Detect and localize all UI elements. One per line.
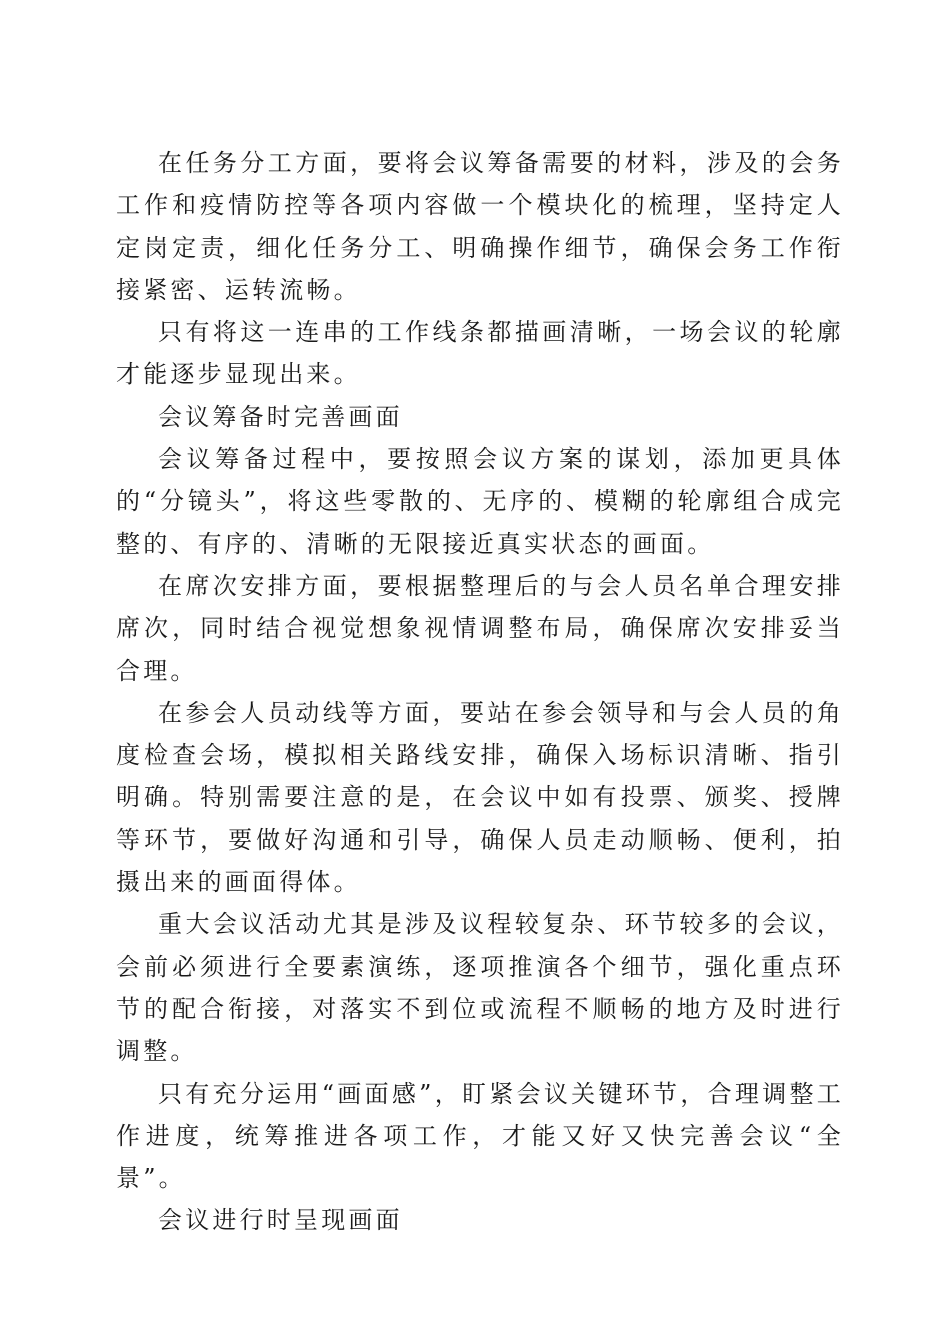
paragraph-seating: 在席次安排方面，要根据整理后的与会人员名单合理安排席次，同时结合视觉想象视情调整布局，确保席次安排妥当合理。 — [116, 571, 844, 685]
section-heading-in-progress: 会议进行时呈现画面 — [158, 1206, 403, 1235]
paragraph-rehearsal: 重大会议活动尤其是涉及议程较复杂、环节较多的会议，会前必须进行全要素演练，逐项推演各个细节，强化重点环节的配合衔接，对落实不到位或流程不顺畅的地方及时进行调整。 — [116, 910, 844, 1066]
paragraph-preparation-process: 会议筹备过程中，要按照会议方案的谋划，添加更具体的“分镜头”，将这些零散的、无序的、模糊的轮廓组合成完整的、有序的、清晰的无限接近真实状态的画面。 — [116, 445, 844, 558]
paragraph-outline: 只有将这一连串的工作线条都描画清晰，一场会议的轮廓才能逐步显现出来。 — [116, 318, 844, 389]
section-heading-preparation: 会议筹备时完善画面 — [158, 402, 403, 431]
document-body — [116, 142, 844, 1242]
paragraph-task-division: 在任务分工方面，要将会议筹备需要的材料，涉及的会务工作和疫情防控等各项内容做一个模块化的梳理，坚持定人定岗定责，细化任务分工、明确操作细节，确保会务工作衔接紧密、运转流畅。 — [116, 149, 844, 304]
paragraph-attendee-flow: 在参会人员动线等方面，要站在参会领导和与会人员的角度检查会场，模拟相关路线安排，确保入场标识清晰、指引明确。特别需要注意的是，在会议中如有投票、颁奖、授牌等环节，要做好沟通和引导，确保人员走动顺畅、便利，拍摄出来的画面得体。 — [116, 698, 844, 897]
paragraph-sense-of-picture: 只有充分运用“画面感”，盯紧会议关键环节，合理调整工作进度，统筹推进各项工作，才能又好又快完善会议“全景”。 — [116, 1079, 844, 1193]
